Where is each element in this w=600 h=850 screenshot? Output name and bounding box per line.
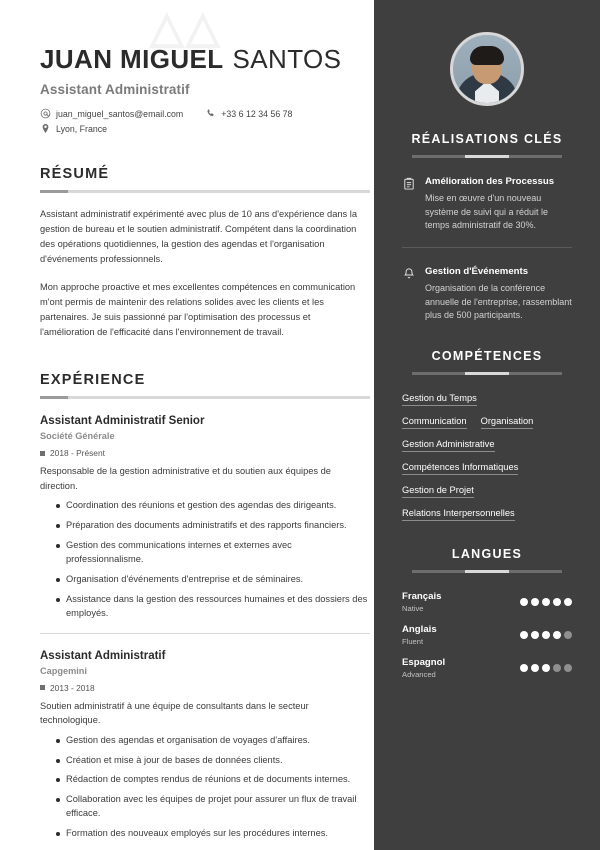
rating-dot [520, 631, 528, 639]
experience-description: Responsable de la gestion administrative et du soutien aux équipes de direction. [40, 466, 331, 491]
language-item [402, 624, 572, 646]
list-item: Assistance dans la gestion des ressources humaines et des dossiers des employés. [56, 593, 370, 621]
contact-email[interactable] [40, 108, 183, 119]
achievement-item [396, 176, 578, 233]
language-level: Fluent [402, 636, 424, 646]
section-rule-achievements [412, 155, 562, 158]
language-level: Advanced [402, 669, 436, 679]
skill-row [402, 416, 572, 429]
language-item [402, 591, 572, 613]
resume-paragraph-2: Mon approche proactive et mes excellentes compétences en communication m'ont permis de maintenir des relations solides avec les clients et les partenaires. Je suis passionné par l'optimisation des processus et l'amélioration de l'efficacité dans l'environnement de travail. [40, 282, 356, 338]
skill-tag: Gestion Administrative [402, 439, 495, 452]
achievement-item [396, 266, 578, 323]
rating-dot [553, 598, 561, 606]
experience-dates [40, 683, 370, 693]
contact-email-text: juan_miguel_santos@email.com [56, 108, 184, 119]
map-pin-icon [40, 123, 51, 134]
language-rating-dots [520, 598, 572, 606]
section-rule-languages [412, 570, 562, 573]
skill-row [402, 485, 572, 498]
candidate-name [40, 44, 346, 75]
contact-phone[interactable] [205, 108, 292, 119]
skill-tag: Gestion du Temps [402, 393, 477, 406]
section-rule-experience [40, 396, 370, 399]
phone-icon [205, 108, 216, 119]
calendar-icon [40, 451, 45, 456]
achievement-divider [402, 247, 572, 248]
experience-role: Assistant Administratif [40, 649, 166, 662]
list-item: Création et mise à jour de bases de données clients. [56, 754, 370, 768]
contact-block [40, 108, 346, 134]
experience-item [40, 650, 370, 841]
section-title-achievements: RÉALISATIONS CLÉS [411, 132, 563, 146]
rating-dot [531, 631, 539, 639]
rating-dot [553, 664, 561, 672]
section-rule-resume [40, 190, 370, 193]
achievement-description: Organisation de la conférence annuelle de l'entreprise, rassemblant plus de 500 participants. [425, 283, 572, 321]
rating-dot [520, 598, 528, 606]
experience-description: Soutien administratif à une équipe de consultants dans le secteur technologique. [40, 700, 309, 726]
decorative-watermark: △△ [150, 3, 222, 52]
section-title-languages: LANGUES [451, 546, 523, 561]
rating-dot [531, 598, 539, 606]
rating-dot [531, 664, 539, 672]
calendar-icon [40, 685, 45, 690]
achievement-description: Mise en œuvre d'un nouveau système de suivi qui a réduit le temps administratif de 30%. [425, 193, 549, 231]
list-item: Gestion des agendas et organisation de voyages d'affaires. [56, 734, 370, 748]
at-icon [40, 108, 51, 119]
avatar [450, 32, 524, 106]
language-rating-dots [520, 664, 572, 672]
skill-row [402, 462, 572, 475]
experience-role: Assistant Administratif Senior [40, 415, 205, 428]
list-item: Coordination des réunions et gestion des agendas des dirigeants. [56, 499, 370, 513]
list-item: Formation des nouveaux employés sur les procédures internes. [56, 827, 370, 841]
skill-tag: Organisation [481, 416, 534, 429]
avatar-container [396, 32, 578, 106]
section-title-resume: RÉSUMÉ [40, 166, 110, 182]
rating-dot [542, 598, 550, 606]
list-item: Collaboration avec les équipes de projet pour assurer un flux de travail efficace. [56, 793, 370, 821]
list-item: Gestion des communications internes et externes avec professionnalisme. [56, 539, 370, 567]
experience-dates [40, 448, 370, 458]
rating-dot [542, 664, 550, 672]
languages-list [396, 591, 578, 679]
skill-tag: Communication [402, 416, 467, 429]
skill-row [402, 439, 572, 452]
job-title: Assistant Administratif [40, 82, 190, 97]
experience-item [40, 415, 370, 620]
language-name: Espagnol [402, 656, 446, 668]
experience-bullets [40, 734, 370, 842]
section-rule-skills [412, 372, 562, 375]
experience-company: Capgemini [40, 665, 87, 676]
section-title-experience: EXPÉRIENCE [40, 372, 146, 389]
language-item [402, 657, 572, 679]
skill-tag: Gestion de Projet [402, 485, 474, 498]
achievement-title: Gestion d'Événements [425, 265, 529, 277]
list-item: Rédaction de comptes rendus de réunions et de documents internes. [56, 773, 370, 787]
contact-phone-text: +33 6 12 34 56 78 [221, 108, 293, 119]
bell-icon [402, 267, 416, 323]
rating-dot [564, 631, 572, 639]
contact-location [40, 123, 107, 134]
section-title-skills: COMPÉTENCES [431, 348, 543, 363]
skill-row [402, 508, 572, 521]
rating-dot [564, 664, 572, 672]
experience-dates-text: 2013 - 2018 [50, 682, 95, 693]
skill-tag: Relations Interpersonnelles [402, 508, 515, 521]
language-name: Anglais [402, 623, 437, 635]
contact-location-text: Lyon, France [56, 123, 108, 134]
first-name: JUAN MIGUEL [40, 44, 224, 74]
skill-tag: Compétences Informatiques [402, 462, 518, 475]
rating-dot [553, 631, 561, 639]
skill-row [402, 393, 572, 406]
language-level: Native [402, 603, 424, 613]
rating-dot [520, 664, 528, 672]
resume-sidebar [374, 0, 600, 850]
rating-dot [542, 631, 550, 639]
clipboard-icon [402, 177, 416, 233]
experience-company: Société Générale [40, 431, 115, 442]
list-item: Préparation des documents administratifs et des rapports financiers. [56, 519, 370, 533]
experience-bullets [40, 499, 370, 621]
list-item: Organisation d'événements d'entreprise et de séminaires. [56, 573, 370, 587]
last-name: SANTOS [232, 44, 342, 74]
rating-dot [564, 598, 572, 606]
language-rating-dots [520, 631, 572, 639]
achievement-title: Amélioration des Processus [425, 176, 555, 187]
skills-list [396, 393, 578, 521]
resume-paragraph-1: Assistant administratif expérimenté avec plus de 10 ans d'expérience dans la gestion de bureau et le soutien administratif. Compétent dans la coordination des opérations quotidiennes, la gestion des agendas et l'organisation d'événements professionnels. [40, 209, 358, 265]
experience-dates-text: 2018 - Présent [50, 448, 105, 459]
experience-divider [40, 633, 370, 634]
language-name: Français [402, 590, 442, 602]
